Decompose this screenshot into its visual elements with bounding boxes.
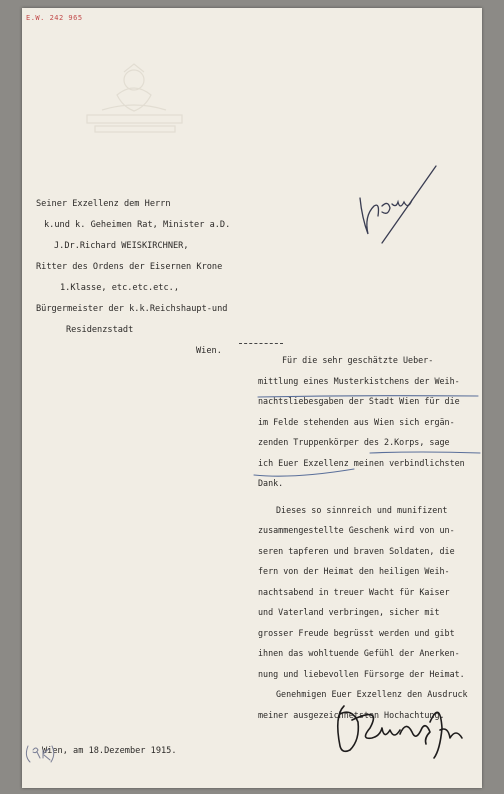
address-line: 1.Klasse, etc.etc.etc., xyxy=(60,283,179,293)
margin-initials-icon xyxy=(22,738,56,768)
body-line: nachtsliebesgaben der Stadt Wien für die xyxy=(258,396,460,406)
address-line: Seiner Exzellenz dem Herrn xyxy=(36,199,171,209)
address-line: J.Dr.Richard WEISKIRCHNER, xyxy=(54,241,189,251)
signature-icon xyxy=(322,688,472,768)
body-line: Dieses so sinnreich und munifizent xyxy=(276,504,448,515)
body-line: seren tapferen und braven Soldaten, die xyxy=(258,545,455,556)
address-line: Residenzstadt xyxy=(66,325,134,335)
body-line: ich Euer Exzellenz meinen verbindlichsten xyxy=(258,457,465,468)
embossed-crest-icon xyxy=(77,60,192,140)
body-line: ihnen das wohltuende Gefühl der Anerken- xyxy=(258,648,460,658)
body-line: fern von der Heimat den heiligen Weih- xyxy=(258,566,450,576)
pencil-underlines xyxy=(252,388,482,488)
body-line: nung und liebevollen Fürsorge der Heimat. xyxy=(258,668,465,679)
handwritten-annotation-icon xyxy=(352,158,442,253)
body-line: im Felde stehenden aus Wien sich ergän- xyxy=(258,416,455,427)
letter-date: Wien, am 18.Dezember 1915. xyxy=(42,746,177,756)
body-line: zusammengestellte Geschenk wird von un- xyxy=(258,525,455,535)
archive-stamp: E.W. 242 965 xyxy=(26,14,83,22)
body-line: meiner ausgezeichnetsten Hochachtung. xyxy=(258,709,445,720)
body-line: Dank. xyxy=(258,478,284,488)
body-line: Genehmigen Euer Exzellenz den Ausdruck xyxy=(276,689,468,699)
body-line: und Vaterland verbringen, sicher mit xyxy=(258,607,440,617)
address-line: Wien. xyxy=(196,346,222,356)
recipient-address xyxy=(36,194,230,362)
address-line: k.und k. Geheimen Rat, Minister a.D. xyxy=(44,220,231,230)
body-line: zenden Truppenkörper des 2.Korps, sage xyxy=(258,437,450,447)
body-line: Für die sehr geschätzte Ueber- xyxy=(282,355,434,365)
body-line: mittlung eines Musterkistchens der Weih- xyxy=(258,375,460,386)
body-line: grosser Freude begrüsst werden und gibt xyxy=(258,627,455,638)
body-line: nachtsabend in treuer Wacht für Kaiser xyxy=(258,586,450,597)
address-line: Ritter des Ordens der Eisernen Krone xyxy=(36,262,223,272)
letter-page xyxy=(22,8,482,788)
address-line: Bürgermeister der k.k.Reichshaupt-und xyxy=(36,304,228,314)
divider xyxy=(239,343,283,344)
